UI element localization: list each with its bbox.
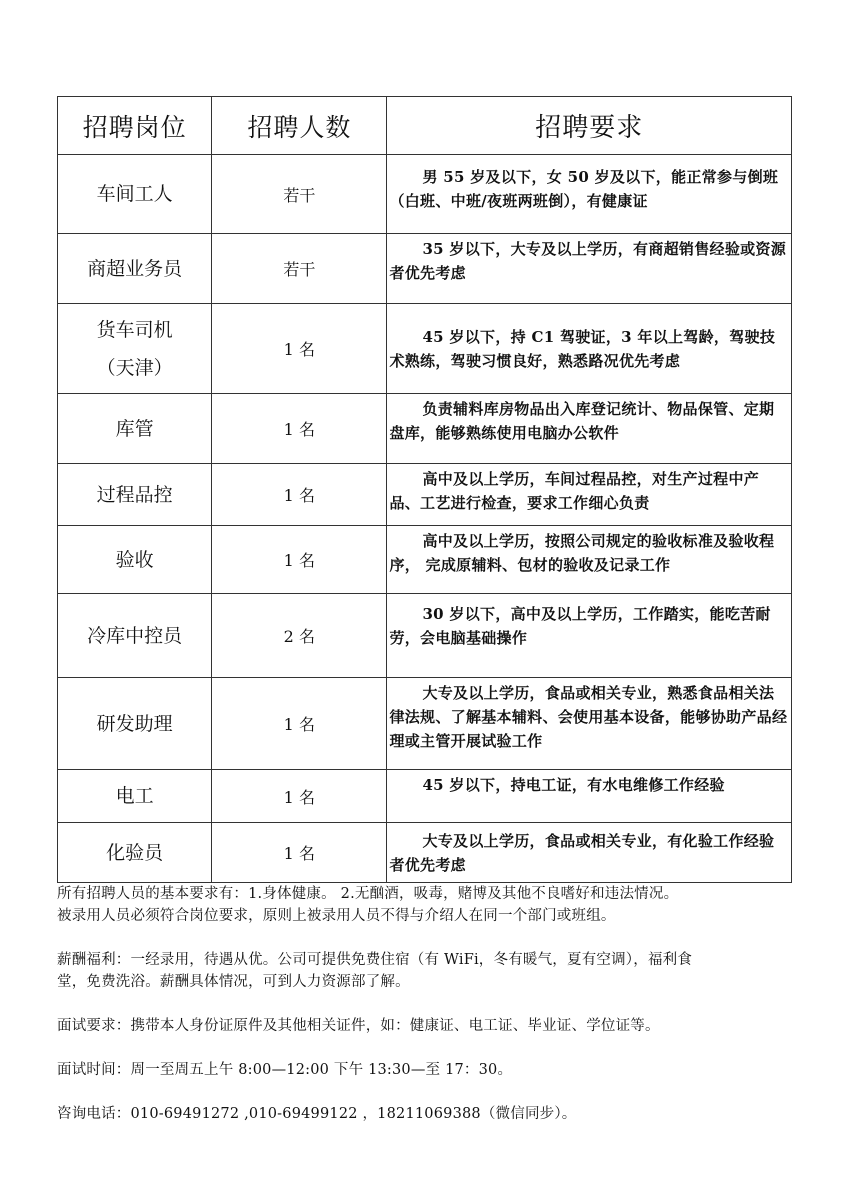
- position-cell: 化验员: [58, 823, 212, 883]
- basic-requirements-line-1: 所有招聘人员的基本要求有：1.身体健康。 2.无酗酒，吸毒，赌博及其他不良嗜好和违法情况。: [57, 886, 679, 902]
- interview-time: 面试时间：周一至周五上午 8:00—12:00 下午 13:30—至 17：30。: [57, 1062, 513, 1078]
- header-count: 招聘人数: [212, 97, 387, 155]
- position-name: 货车司机: [96, 318, 173, 341]
- table-row: [58, 594, 792, 678]
- header-requirement: 招聘要求: [387, 97, 792, 155]
- table-row: [58, 304, 792, 394]
- contact-phone: 咨询电话：010-69491272 ,010-69499122 ，18211069388（微信同步）。: [57, 1106, 577, 1122]
- requirement-cell: 30 岁以下，高中及以上学历，工作踏实，能吃苦耐劳，会电脑基础操作: [387, 594, 792, 678]
- recruitment-notes: [57, 883, 797, 1125]
- position-cell: 车间工人: [58, 155, 212, 234]
- requirement-cell: 高中及以上学历，车间过程品控，对生产过程中产品、工艺进行检查，要求工作细心负责: [387, 464, 792, 526]
- count-cell: 1 名: [212, 678, 387, 770]
- table-header-row: [58, 97, 792, 155]
- table-row: [58, 526, 792, 594]
- header-position: 招聘岗位: [58, 97, 212, 155]
- table-row: [58, 464, 792, 526]
- position-cell: 商超业务员: [58, 234, 212, 304]
- position-cell: 电工: [58, 770, 212, 823]
- position-cell: 研发助理: [58, 678, 212, 770]
- position-cell: [58, 304, 212, 394]
- requirement-cell: 45 岁以下，持 C1 驾驶证，3 年以上驾龄，驾驶技术熟练，驾驶习惯良好，熟悉路况优先考虑: [387, 304, 792, 394]
- position-location: （天津）: [96, 356, 173, 379]
- count-cell: 1 名: [212, 304, 387, 394]
- count-cell: 若干: [212, 234, 387, 304]
- requirement-cell: 大专及以上学历，食品或相关专业，熟悉食品相关法律法规、了解基本辅料、会使用基本设备，能够协助产品经理或主管开展试验工作: [387, 678, 792, 770]
- position-cell: 库管: [58, 394, 212, 464]
- count-cell: 1 名: [212, 394, 387, 464]
- table-row: [58, 678, 792, 770]
- count-cell: 1 名: [212, 823, 387, 883]
- requirement-cell: 高中及以上学历，按照公司规定的验收标准及验收程序， 完成原辅料、包材的验收及记录工作: [387, 526, 792, 594]
- requirement-cell: 负责辅料库房物品出入库登记统计、物品保管、定期盘库，能够熟练使用电脑办公软件: [387, 394, 792, 464]
- table-row: [58, 823, 792, 883]
- count-cell: 1 名: [212, 770, 387, 823]
- requirement-cell: 35 岁以下，大专及以上学历，有商超销售经验或资源者优先考虑: [387, 234, 792, 304]
- benefits-line-2: 堂，免费洗浴。薪酬具体情况，可到人力资源部了解。: [57, 974, 410, 990]
- table-row: [58, 234, 792, 304]
- count-cell: 1 名: [212, 526, 387, 594]
- requirement-cell: 男 55 岁及以下，女 50 岁及以下，能正常参与倒班（白班、中班/夜班两班倒），有健康证: [387, 155, 792, 234]
- count-cell: 1 名: [212, 464, 387, 526]
- position-cell: 验收: [58, 526, 212, 594]
- basic-requirements-line-2: 被录用人员必须符合岗位要求，原则上被录用人员不得与介绍人在同一个部门或班组。: [57, 908, 616, 924]
- table-row: [58, 155, 792, 234]
- count-cell: 若干: [212, 155, 387, 234]
- count-cell: 2 名: [212, 594, 387, 678]
- requirement-cell: 大专及以上学历，食品或相关专业，有化验工作经验者优先考虑: [387, 823, 792, 883]
- position-cell: 过程品控: [58, 464, 212, 526]
- requirement-cell: 45 岁以下，持电工证，有水电维修工作经验: [387, 770, 792, 823]
- table-row: [58, 394, 792, 464]
- position-cell: 冷库中控员: [58, 594, 212, 678]
- recruitment-table: [57, 96, 792, 883]
- benefits-line-1: 薪酬福利：一经录用，待遇从优。公司可提供免费住宿（有 WiFi，冬有暖气，夏有空调），福利食: [57, 952, 693, 968]
- table-row: [58, 770, 792, 823]
- interview-requirements: 面试要求：携带本人身份证原件及其他相关证件，如：健康证、电工证、毕业证、学位证等。: [57, 1018, 660, 1034]
